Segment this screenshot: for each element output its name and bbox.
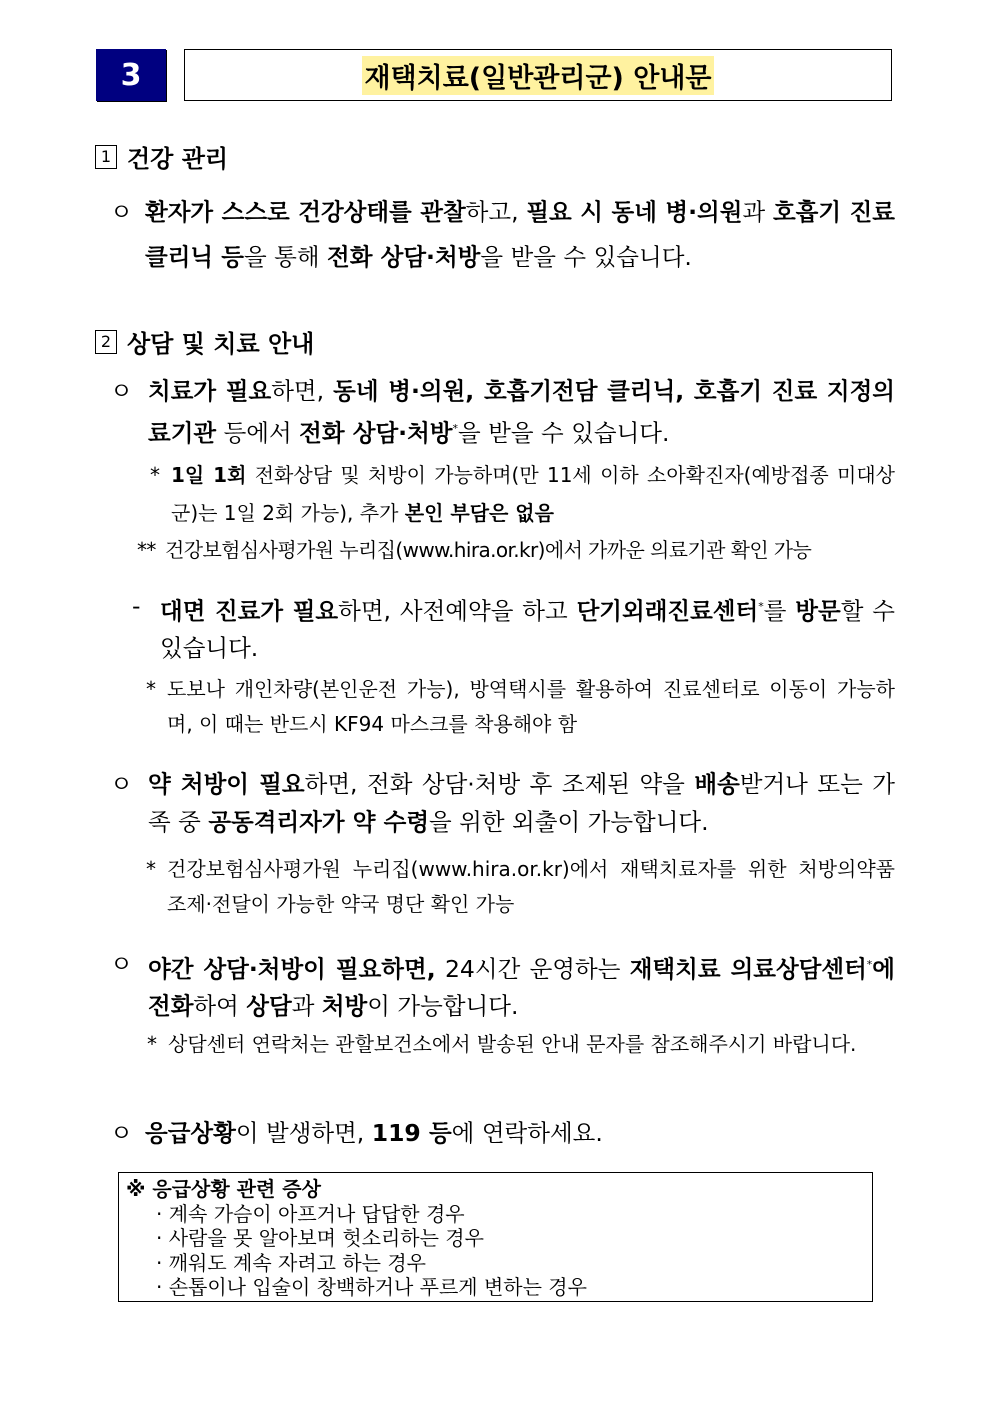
text-segment: 24시간 운영하는 — [435, 954, 630, 983]
footnote-marker: * — [146, 677, 156, 701]
footnote-reference: * — [866, 958, 873, 971]
section-index: 1 — [95, 145, 117, 169]
section-heading-1 — [95, 139, 228, 174]
footnote-marker: * — [146, 857, 156, 881]
bullet-paragraph — [110, 190, 895, 280]
text-segment: 도보나 개인차량(본인운전 가능), 방역택시를 활용하여 진료센터로 이동이 가능하며, 이 때는 반드시 KF94 마스크를 착용해야 함 — [167, 677, 895, 736]
text-segment: 상담센터 연락처는 관할보건소에서 발송된 안내 문자를 참조해주시기 바랍니다. — [168, 1032, 857, 1056]
bullet-marker: ㅇ — [110, 770, 133, 798]
bullet-marker: ㅇ — [110, 198, 133, 226]
text-segment: 환자가 스스로 건강상태를 관찰 — [145, 198, 466, 226]
footnote — [146, 672, 895, 742]
text-segment: 전화 상담·처방 — [327, 243, 481, 271]
text-segment: 119 등 — [371, 1119, 452, 1147]
footnote — [147, 1026, 868, 1063]
text-segment: 에 전화 — [148, 954, 895, 1020]
text-segment: 과 — [291, 991, 322, 1020]
text-segment: 동네 병·의원, 호흡기전담 클리닉, 호흡기 진료 지정의료기관 — [148, 377, 895, 447]
footnote-marker: * — [147, 1032, 157, 1056]
footnote-reference: * — [758, 600, 764, 613]
symptom-item: · 손톱이나 입술이 창백하거나 푸르게 변하는 경우 — [156, 1275, 587, 1299]
text-segment: 본인 부담은 없음 — [404, 501, 554, 525]
text-segment: 등에서 — [216, 418, 300, 447]
footnote-marker: * — [150, 463, 160, 487]
text-segment: 상담 — [246, 991, 292, 1020]
text-segment: 을 받을 수 있습니다. — [457, 418, 670, 447]
text-segment: 호흡기 진료 클리닉 등 — [145, 198, 895, 271]
bullet-paragraph — [110, 946, 895, 1025]
text-segment: 1일 1회 — [171, 463, 247, 487]
footnote-reference: * — [452, 422, 458, 435]
text-segment: 을 받을 수 있습니다. — [480, 243, 692, 271]
symptom-item: · 계속 가슴이 아프거나 답답한 경우 — [156, 1201, 465, 1226]
text-segment: 이 발생하면, — [235, 1119, 372, 1147]
text-segment: 를 — [763, 596, 796, 625]
section-title: 상담 및 치료 안내 — [127, 330, 315, 358]
bullet-paragraph — [110, 1115, 895, 1152]
text-segment: 할 수 있습니다. — [160, 596, 895, 662]
section-index: 2 — [95, 330, 117, 354]
text-segment: 이 가능합니다. — [367, 991, 519, 1020]
footnote — [137, 532, 895, 568]
text-segment: 필요 시 동네 병·의원 — [526, 198, 743, 226]
text-segment: 응급상황 — [145, 1119, 236, 1147]
text-segment: 하면, — [271, 377, 334, 405]
bullet-paragraph — [110, 373, 895, 452]
text-segment: 배송 — [694, 770, 740, 798]
title-box — [184, 49, 892, 101]
text-segment: 처방 — [321, 991, 368, 1020]
text-segment: 받거나 또는 가족 중 — [148, 770, 895, 836]
text-segment: 재택치료 의료상담센터 — [629, 954, 867, 983]
text-segment: 에 연락하세요. — [451, 1119, 603, 1147]
text-segment: 대면 진료가 필요 — [160, 596, 339, 625]
symptom-item: · 깨워도 계속 자려고 하는 경우 — [156, 1250, 426, 1275]
text-segment: 하고, — [465, 198, 527, 226]
dash-marker: - — [132, 592, 141, 620]
text-segment: 공동격리자가 약 수령 — [208, 808, 430, 836]
emergency-box-title: ※ 응급상황 관련 증상 — [126, 1177, 321, 1201]
text-segment: 약 처방이 필요 — [148, 770, 305, 798]
section-number: 3 — [120, 57, 142, 93]
footnote-marker: ** — [137, 538, 156, 562]
text-segment: 단기외래진료센터 — [576, 596, 759, 625]
text-segment: 전화상담 및 처방이 가능하며(만 11세 이하 소아확진자(예방접종 미대상군)는 1일 2회 가능), 추가 — [171, 463, 896, 525]
text-segment: 건강보험심사평가원 누리집(www.hira.or.kr)에서 재택치료자를 위한 처방의약품 조제·전달이 가능한 약국 명단 확인 가능 — [167, 857, 895, 916]
text-segment: 을 위한 외출이 가능합니다. — [429, 808, 709, 836]
text-segment: 건강보험심사평가원 누리집(www.hira.or.kr)에서 가까운 의료기관 확인 가능 — [165, 538, 812, 562]
dash-paragraph — [132, 588, 895, 667]
text-segment: 하여 — [193, 991, 247, 1020]
text-segment: 방문 — [795, 596, 841, 625]
footnote — [146, 852, 895, 922]
text-segment: 과 — [742, 198, 773, 226]
bullet-marker: ㅇ — [110, 1119, 133, 1147]
text-segment: 전화 상담·처방 — [299, 418, 453, 447]
text-segment: 치료가 필요 — [148, 377, 272, 405]
section-title: 건강 관리 — [127, 145, 229, 173]
emergency-symptoms-box — [118, 1172, 873, 1302]
bullet-marker: ㅇ — [110, 377, 133, 405]
bullet-paragraph — [110, 765, 895, 841]
symptom-item: · 사람을 못 알아보며 헛소리하는 경우 — [156, 1226, 484, 1250]
section-number-badge — [96, 49, 166, 101]
text-segment: 하면, 전화 상담·처방 후 조제된 약을 — [304, 770, 695, 798]
page-title: 재택치료(일반관리군) 안내문 — [362, 56, 713, 95]
bullet-marker: ㅇ — [110, 950, 133, 978]
section-heading-2 — [95, 324, 314, 359]
footnote — [150, 456, 896, 532]
text-segment: 을 통해 — [244, 243, 328, 271]
text-segment: 하면, 사전예약을 하고 — [338, 596, 577, 625]
text-segment: 야간 상담·처방이 필요하면, — [148, 954, 436, 983]
